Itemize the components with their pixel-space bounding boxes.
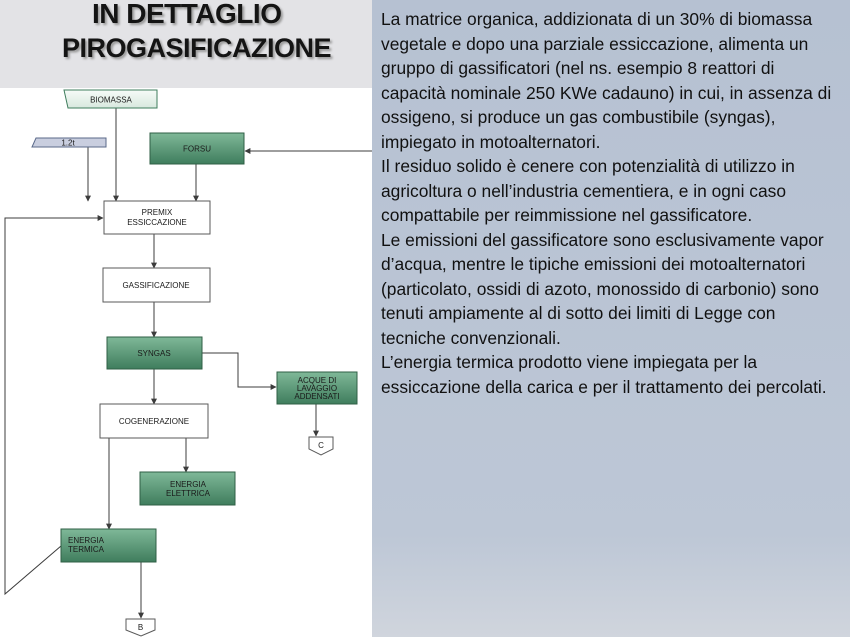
edge-syngas-acque: [202, 353, 276, 387]
node-cogenerazione-label: COGENERAZIONE: [118, 417, 190, 426]
node-acque-lavaggio: [277, 372, 357, 404]
node-ratio-label: 1.2t: [61, 138, 75, 148]
node-forsu: [150, 133, 244, 164]
node-energia-termica: [61, 529, 156, 562]
node-cogenerazione: [100, 404, 208, 438]
node-elettrica-label-1: ENERGIA: [169, 480, 207, 489]
node-elettrica-label-2: ELETTRICA: [165, 489, 211, 498]
flow-diagram: [0, 0, 372, 637]
node-energia-elettrica: [140, 472, 235, 505]
node-acque-label-2: LAVAGGIO: [296, 384, 338, 393]
node-premix-label-1: PREMIX: [141, 208, 173, 217]
node-termica-label-2: TERMICA: [68, 545, 104, 554]
connector-c-label: C: [318, 441, 324, 450]
node-biomassa-label: BIOMASSA: [90, 95, 132, 105]
node-syngas-label: SYNGAS: [137, 349, 171, 358]
node-premix-essiccazione: [104, 201, 210, 234]
node-premix-label-2: ESSICCAZIONE: [127, 218, 187, 227]
connector-b-label: B: [137, 623, 144, 632]
node-syngas: [107, 337, 202, 369]
slide-title-line-1: IN DETTAGLIO: [92, 0, 282, 29]
connector-b: [126, 619, 155, 636]
node-acque-label-1: ACQUE DI: [297, 376, 337, 385]
node-acque-label-3: ADDENSATI: [294, 392, 340, 401]
node-forsu-label: FORSU: [183, 144, 211, 154]
node-biomassa: [64, 90, 157, 108]
node-gassificazione: [103, 268, 210, 302]
node-ratio: [32, 138, 106, 148]
slide-title-line-2: PIROGASIFICAZIONE: [62, 33, 332, 63]
node-termica-label-1: ENERGIA: [67, 536, 105, 545]
body-text: La matrice organica, addizionata di un 30% di biomassa vegetale e dopo una parziale essiccazione, alimenta un gruppo di gassificatori (nel ns. esempio 8 reattori di capacità nominale 250 KWe cadauno) in cui, in assenza di ossigeno, si produce un gas combustibile (syngas), impiegato in motoalternatori. Il residuo solido è cenere con potenzialità di utilizzo in agricoltura o nell’industria cementiera, e in ogni caso compattabile per reimmissione nel gassificatore. Le emissioni del gassificatore sono esclusivamente vapor d’acqua, mentre le tipiche emissioni dei motoalternatori (particolato, ossidi di azoto, monossido di carbonio) sono tenuti ampiamente al di sotto dei limiti di Legge con tecniche convenzionali. L’energia termica prodotto viene impiegata per la essiccazione della carica e per il trattamento dei percolati.: [381, 9, 832, 397]
connector-c: [309, 437, 333, 455]
node-gassificazione-label: GASSIFICAZIONE: [122, 281, 190, 290]
